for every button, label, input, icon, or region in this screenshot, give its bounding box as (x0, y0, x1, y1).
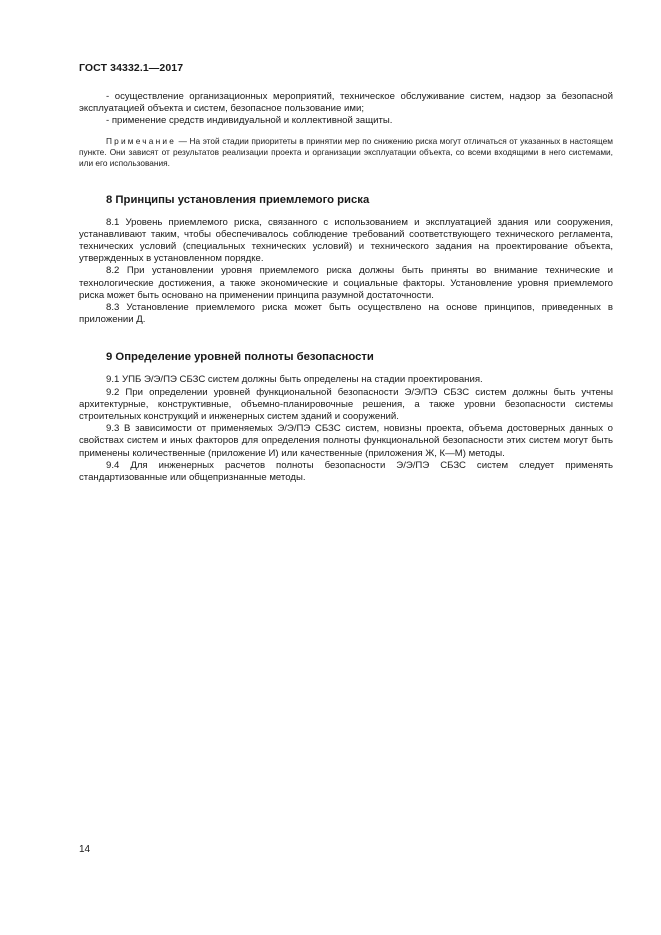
paragraph-8-3: 8.3 Установление приемлемого риска может быть осуществлено на основе принципов, приведенных в приложении Д. (79, 302, 613, 326)
paragraph-8-2: 8.2 При установлении уровня приемлемого риска должны быть приняты во внимание технические и технологические достижения, а также экономические и социальные факторы. Установление уровня приемлемого риска может быть основано на применении принципа разумной достаточности. (79, 265, 613, 301)
document-header: ГОСТ 34332.1—2017 (79, 62, 184, 74)
paragraph-9-3: 9.3 В зависимости от применяемых Э/Э/ПЭ СБЗС систем, новизны проекта, объема достоверных данных о свойствах систем и иных факторов для определения полноты функциональной безопасности этих систем могут быть применены количественные (приложение И) или качественные (приложения Ж, К—М) методы. (79, 423, 613, 459)
page-body (79, 91, 613, 484)
paragraph-9-4: 9.4 Для инженерных расчетов полноты безопасности Э/Э/ПЭ СБЗС систем следует применять стандартизованные или общепризнанные методы. (79, 459, 613, 484)
list-item: - осуществление организационных мероприятий, техническое обслуживание систем, надзор за безопасной эксплуатацией объекта и систем, безопасное пользование ими; (79, 91, 613, 115)
note-text: — На этой стадии приоритеты в принятии мер по снижению риска могут отличаться от указанных в настоящем пункте. Они зависят от результатов реализации проекта и организации эксплуатации объекта, со всеми входящими в него системами, или его использования. (79, 135, 613, 168)
paragraph-9-2: 9.2 При определении уровней функциональной безопасности Э/Э/ПЭ СБЗС систем должны быть учтены архитектурные, конструктивные, объемно-планировочные решения, а также уровни безопасности системы строительных конструкций и инженерных систем зданий и сооружений. (79, 386, 613, 423)
page-number: 14 (79, 844, 91, 855)
section-8-heading: 8 Принципы установления приемлемого риска (106, 193, 370, 206)
paragraph-9-1: 9.1 УПБ Э/Э/ПЭ СБЗС систем должны быть определены на стадии проектирования. (106, 374, 483, 386)
note-paragraph (79, 136, 613, 169)
list-item: - применение средств индивидуальной и коллективной защиты. (106, 115, 393, 127)
note-label: Примечание (106, 135, 177, 146)
section-9-heading: 9 Определение уровней полноты безопасности (106, 351, 374, 364)
paragraph-8-1: 8.1 Уровень приемлемого риска, связанного с использованием и эксплуатацией здания или сооружения, устанавливают таким, чтобы обеспечивалось соблюдение требований соответствующего технического регламента, технических условий (специальных технических условий) и технического задания на проектирование объекта, утвержденных в установленном порядке. (79, 216, 613, 265)
